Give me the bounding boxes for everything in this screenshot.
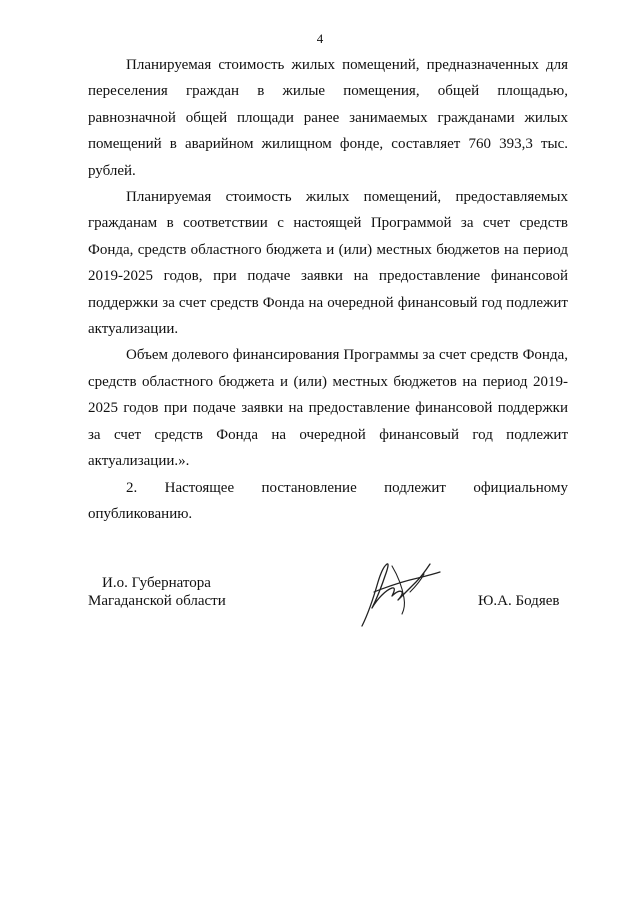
page-number: 4 [316, 31, 324, 46]
signer-name: Ю.А. Бодяев [478, 593, 560, 609]
paragraph-housing-cost: Планируемая стоимость жилых помещений, предназначенных для переселения граждан в жилые помещения, общей площадью, равнозначной общей площади ранее занимаемых гражданами жилых помещений в аварийном жилищном фонде, составляет 760 393,3 тыс. рублей. [88, 57, 568, 179]
paragraph-cofinancing: Объем долевого финансирования Программы за счет средств Фонда, средств областного бюджета и (или) местных бюджетов на период 2019-2025 годов при подаче заявки на предоставление финансовой поддержки за счет средств Фонда на очередной финансовый год подлежит актуализации.». [88, 347, 568, 470]
signer-position: И.о. Губернатора [102, 575, 211, 591]
signer-region: Магаданской области [88, 593, 226, 609]
paragraph-housing-cost-program: Планируемая стоимость жилых помещений, предоставляемых гражданам в соответствии с настоящей Программой за счет средств Фонда, средств областного бюджета и (или) местных бюджетов на период 2019-2025 годов, при подаче заявки на предоставление финансовой поддержки за счет средств Фонда на очередной финансовый год подлежит актуализации. [88, 189, 568, 338]
document-body [88, 52, 568, 527]
paragraph-publication: 2. Настоящее постановление подлежит официальному опубликованию. [88, 479, 568, 522]
handwritten-signature [348, 552, 448, 630]
signer-title [88, 574, 226, 610]
